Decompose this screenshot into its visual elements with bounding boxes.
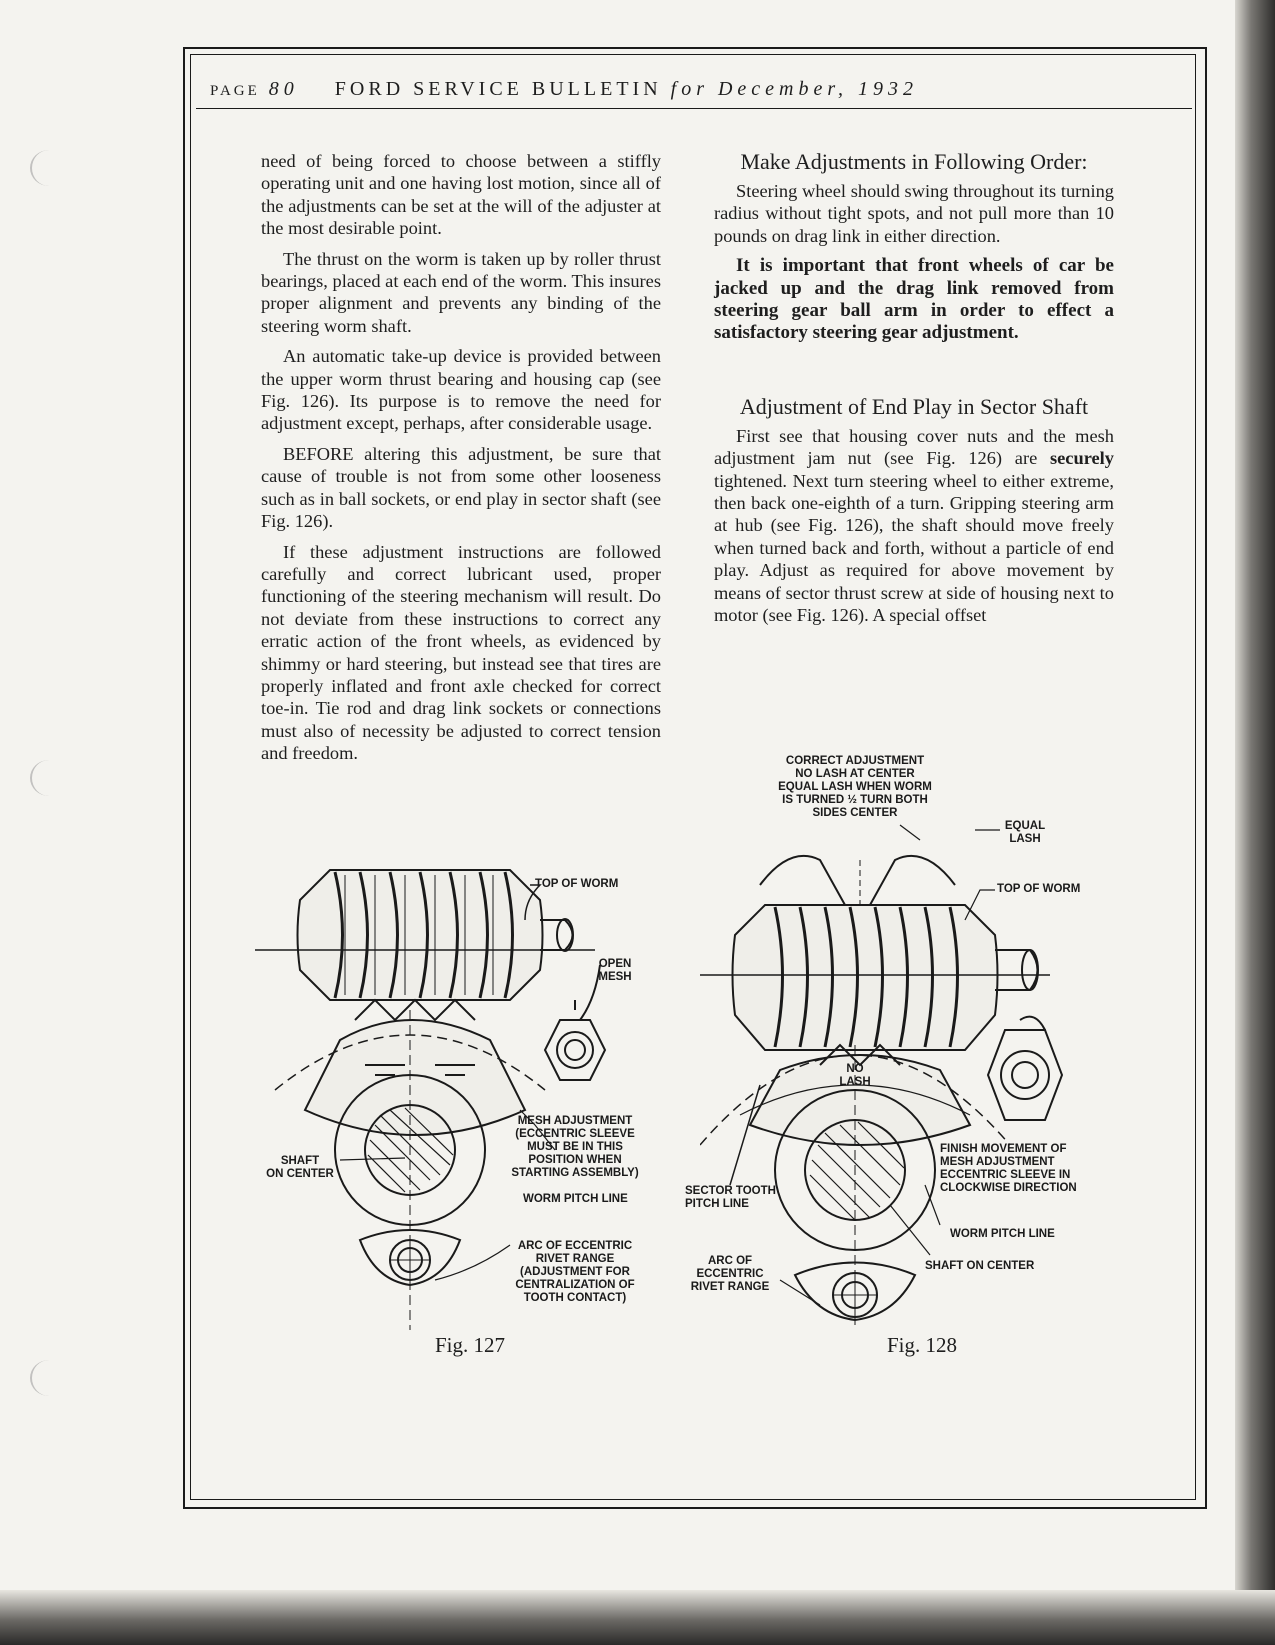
section-heading: Make Adjustments in Following Order: (740, 149, 1088, 174)
paragraph: The thrust on the worm is taken up by roller thrust bearings, placed at each end of the worm. This insures proper alignment and prevents any binding of the steering worm shaft. (261, 248, 661, 336)
figure-128 (685, 755, 1160, 1357)
label-finish-movement: FINISH MOVEMENT OF MESH ADJUSTMENT ECCENTRIC SLEEVE IN CLOCKWISE DIRECTION (940, 1143, 1077, 1194)
scan-shadow-right (1235, 0, 1275, 1645)
publication-title: FORD SERVICE BULLETIN (334, 78, 662, 100)
label-arc-of-eccentric: ARC OF ECCENTRIC RIVET RANGE (ADJUSTMENT FOR CENTRALIZATION OF TOOTH CONTACT) (515, 1240, 635, 1304)
for-word: for (670, 78, 709, 100)
steering-gear-diagram (700, 785, 1160, 1330)
figure-caption: Fig. 128 (887, 1333, 958, 1357)
header-rule (196, 108, 1192, 109)
label-worm-pitch-line: WORM PITCH LINE (950, 1228, 1055, 1240)
label-sector-tooth-pitch-line: SECTOR TOOTH PITCH LINE (685, 1185, 776, 1210)
label-mesh-adjustment: MESH ADJUSTMENT (ECCENTRIC SLEEVE MUST BE IN THIS POSITION WHEN STARTING ASSEMBLY) (511, 1115, 639, 1179)
binder-hole-mark (30, 760, 68, 796)
binder-hole-mark (30, 150, 68, 186)
left-column (261, 150, 661, 773)
label-top-of-worm: TOP OF WORM (997, 883, 1081, 895)
label-shaft-on-center: SHAFT ON CENTER (925, 1260, 1035, 1272)
label-worm-pitch-line: WORM PITCH LINE (523, 1193, 628, 1205)
running-header (210, 78, 1170, 101)
paragraph: An automatic take-up device is provided between the upper worm thrust bearing and housing cap (see Fig. 126). Its purpose is to remove the need for adjustment except, perhaps, after considerable usage. (261, 346, 661, 434)
figure-caption: Fig. 127 (435, 1333, 506, 1357)
right-column (714, 150, 1114, 635)
bold-paragraph: It is important that front wheels of car be jacked up and the drag link removed from steering gear ball arm in order to effect a satisfactory steering gear adjustment. (714, 255, 1114, 344)
paragraph: BEFORE altering this adjustment, be sure that cause of trouble is not from some other looseness such as in ball sockets, or end play in sector shaft (see Fig. 126). (261, 443, 661, 532)
label-shaft-on-center: SHAFT ON CENTER (266, 1155, 334, 1180)
scan-shadow-bottom (0, 1590, 1275, 1645)
label-correct-adjustment: CORRECT ADJUSTMENT NO LASH AT CENTER EQUAL LASH WHEN WORM IS TURNED ½ TURN BOTH SIDES CENTER (778, 755, 932, 819)
label-open-mesh: OPEN MESH (598, 958, 632, 983)
section-heading: Adjustment of End Play in Sector Shaft (739, 393, 1089, 419)
page-number: 80 (268, 78, 299, 100)
paragraph: need of being forced to choose between a stiffly operating unit and one having lost motion, since all of the adjustments can be set at the will of the adjuster at the most desirable point. (261, 151, 661, 239)
paragraph: If these adjustment instructions are followed carefully and correct lubricant used, proper functioning of the steering mechanism will result. Do not deviate from these instructions to correct any erratic action of the front wheels, as evidenced by shimmy or hard steering, but instead see that tires are properly inflated and front axle checked for correct toe-in. Tie rod and drag link sockets or connections must also of necessity be adjusted to correct tension and freedom. (261, 541, 661, 764)
binder-hole-mark (30, 1360, 68, 1396)
label-equal-lash: EQUAL LASH (1004, 820, 1046, 845)
paragraph: First see that housing cover nuts and the mesh adjustment jam nut (see Fig. 126) are securely tightened. Next turn steering wheel to either extreme, then back one-eighth of a turn. Gripping steering arm at hub (see Fig. 126), the shaft should move freely when turned back and forth, without a particle of end play. Adjust as required for above movement by means of sector thrust screw at side of housing next to motor (see Fig. 126). A special offset (714, 425, 1114, 626)
label-arc-of-eccentric: ARC OF ECCENTRIC RIVET RANGE (690, 1255, 770, 1293)
label-top-of-worm: TOP OF WORM (535, 878, 619, 890)
page-word: PAGE (210, 83, 260, 99)
figure-127 (255, 860, 675, 1357)
label-no-lash: NO LASH (839, 1063, 871, 1088)
issue-date: December, 1932 (717, 78, 918, 100)
paragraph: Steering wheel should swing throughout its turning radius without tight spots, and not pull more than 10 pounds on drag link in either direction. (714, 181, 1114, 246)
